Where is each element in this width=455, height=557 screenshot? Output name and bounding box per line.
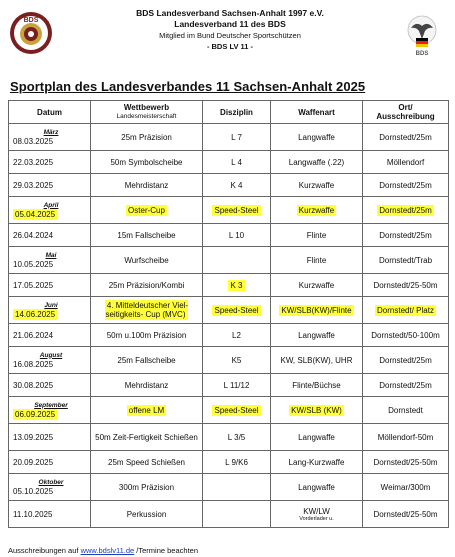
cell-weapon: [271, 197, 363, 224]
place-value: Dornstedt/25m: [379, 205, 432, 215]
cell-date: [9, 451, 91, 474]
event-value: Wurfscheibe: [124, 255, 169, 265]
cell-event: [91, 174, 203, 197]
cell-date: [9, 324, 91, 347]
event-value: Mehrdistanz: [124, 180, 169, 190]
cell-date: [9, 124, 91, 151]
table-row: [9, 397, 449, 424]
date-value: 30.08.2025: [13, 380, 54, 390]
cell-place: [363, 197, 449, 224]
cell-place: [363, 324, 449, 347]
cell-weapon: [271, 501, 363, 528]
cell-date: [9, 224, 91, 247]
date-value: 20.09.2025: [13, 457, 54, 467]
place-value: Dornstedt/25m: [379, 355, 432, 365]
table-row: [9, 124, 449, 151]
place-value: Dornstedt/50-100m: [371, 330, 440, 340]
place-value: Dornstedt/25m: [379, 132, 432, 142]
table-row: [9, 474, 449, 501]
document-header: [0, 0, 455, 70]
weapon-value: Langwaffe: [298, 330, 335, 340]
discipline-value: L 7: [231, 132, 242, 142]
weapon-value: Langwaffe: [298, 482, 335, 492]
cell-discipline: [203, 247, 271, 274]
header-text: [70, 8, 390, 52]
cell-event: [91, 424, 203, 451]
cell-event: [91, 347, 203, 374]
table-row: [9, 324, 449, 347]
event-value: Mehrdistanz: [124, 380, 169, 390]
place-value: Dornstedt/25-50m: [373, 457, 438, 467]
cell-event: [91, 451, 203, 474]
table-row: [9, 374, 449, 397]
cell-weapon: [271, 347, 363, 374]
cell-event: [91, 274, 203, 297]
discipline-value: K 3: [230, 280, 243, 290]
cell-weapon: [271, 397, 363, 424]
bds-badge-icon: [8, 10, 54, 56]
table-row: [9, 274, 449, 297]
cell-date: [9, 274, 91, 297]
date-value: 17.05.2025: [13, 280, 54, 290]
cell-weapon: [271, 151, 363, 174]
cell-weapon: [271, 474, 363, 501]
weapon-value: KW, SLB(KW), UHR: [280, 355, 353, 365]
cell-discipline: [203, 474, 271, 501]
footer-prefix: Ausschreibungen auf: [8, 546, 81, 555]
cell-weapon: [271, 297, 363, 324]
cell-discipline: [203, 501, 271, 528]
date-value: 21.06.2024: [13, 330, 54, 340]
weapon-value: Flinte: [306, 230, 327, 240]
month-label: Mai: [45, 251, 57, 259]
cell-date: [9, 297, 91, 324]
event-value: 25m Präzision: [121, 132, 172, 142]
footer-note: [8, 546, 198, 555]
cell-discipline: [203, 197, 271, 224]
weapon-value: Langwaffe: [298, 132, 335, 142]
date-value: 22.03.2025: [13, 157, 54, 167]
header-wettbewerb: Wettbewerb Landesmeisterschaft: [91, 101, 203, 124]
cell-discipline: [203, 451, 271, 474]
cell-weapon: [271, 374, 363, 397]
weapon-value: KW/SLB (KW): [291, 405, 342, 415]
weapon-value: Langwaffe: [298, 432, 335, 442]
weapon-value: Kurzwaffe: [298, 205, 335, 215]
weapon-value: Kurzwaffe: [298, 180, 335, 190]
place-value: Möllendorf-50m: [377, 432, 434, 442]
cell-place: [363, 451, 449, 474]
event-value: 25m Speed Schießen: [108, 457, 185, 467]
cell-event: [91, 151, 203, 174]
cell-date: [9, 374, 91, 397]
discipline-value: L 9/K6: [225, 457, 248, 467]
month-label: August: [39, 351, 63, 359]
date-value: 08.03.2025: [13, 136, 54, 146]
cell-discipline: [203, 274, 271, 297]
weapon-value: KW/SLB(KW)/Flinte: [281, 305, 352, 315]
logo-left-text: BDS: [23, 17, 39, 24]
table-row: [9, 501, 449, 528]
website-link[interactable]: www.bdslv11.de: [80, 546, 135, 555]
month-label: Juni: [44, 301, 58, 309]
cell-event: [91, 474, 203, 501]
cell-place: [363, 374, 449, 397]
date-value: 05.04.2025: [15, 209, 56, 219]
date-value: 11.10.2025: [13, 509, 53, 519]
cell-discipline: [203, 224, 271, 247]
cell-place: [363, 397, 449, 424]
date-value: 10.05.2025: [13, 259, 54, 269]
cell-date: [9, 397, 91, 424]
cell-discipline: [203, 124, 271, 151]
cell-event: [91, 501, 203, 528]
discipline-value: Speed-Steel: [214, 405, 259, 415]
cell-discipline: [203, 424, 271, 451]
date-value: 16.08.2025: [13, 359, 54, 369]
logo-right-text: BDS: [415, 51, 429, 57]
cell-event: [91, 374, 203, 397]
cell-place: [363, 247, 449, 274]
cell-date: [9, 174, 91, 197]
cell-discipline: [203, 347, 271, 374]
header-line-4: - BDS LV 11 -: [206, 42, 254, 51]
header-disziplin: Disziplin: [203, 101, 271, 124]
cell-date: [9, 424, 91, 451]
cell-event: [91, 224, 203, 247]
schedule-table: [8, 100, 449, 528]
discipline-value: K 4: [230, 180, 243, 190]
table-row: [9, 174, 449, 197]
date-value: 26.04.2024: [13, 230, 54, 240]
weapon-value: KW/LW: [303, 506, 330, 516]
cell-place: [363, 151, 449, 174]
discipline-value: Speed-Steel: [214, 305, 259, 315]
date-value: 29.03.2025: [13, 180, 54, 190]
cell-date: [9, 474, 91, 501]
date-value: 14.06.2025: [15, 309, 56, 319]
discipline-value: L 10: [228, 230, 245, 240]
cell-weapon: [271, 124, 363, 151]
cell-place: [363, 274, 449, 297]
event-value: 4. Mitteldeutscher Viel-seitigkeits- Cup (MVC): [105, 301, 189, 319]
table-row: [9, 347, 449, 374]
place-value: Dornstedt/25-50m: [373, 509, 438, 519]
month-label: Oktober: [38, 478, 64, 486]
event-value: 50m Zeit-Fertigkeit Schießen: [95, 432, 198, 442]
page-title: Sportplan des Landesverbandes 11 Sachsen-Anhalt 2025: [10, 79, 366, 94]
event-value: 300m Präzision: [118, 482, 175, 492]
discipline-value: K5: [231, 355, 242, 365]
table-row: [9, 224, 449, 247]
cell-discipline: [203, 324, 271, 347]
place-value: Möllendorf: [386, 157, 425, 167]
cell-discipline: [203, 374, 271, 397]
month-label: März: [43, 128, 59, 136]
place-value: Dornstedt/25-50m: [373, 280, 438, 290]
table-row: [9, 297, 449, 324]
discipline-value: L2: [232, 330, 241, 340]
date-value: 05.10.2025: [13, 486, 54, 496]
cell-weapon: [271, 424, 363, 451]
weapon-value: Kurzwaffe: [298, 280, 335, 290]
event-value: offene LM: [128, 405, 165, 415]
place-value: Dornstedt/Trab: [378, 255, 433, 265]
eagle-crest-icon: [402, 12, 442, 58]
date-value: 13.09.2025: [13, 432, 54, 442]
table-row: [9, 247, 449, 274]
table-row: [9, 197, 449, 224]
month-label: April: [43, 201, 59, 209]
place-value: Dornstedt: [388, 405, 423, 415]
header-waffenart: Waffenart: [271, 101, 363, 124]
event-value: 15m Fallscheibe: [117, 230, 176, 240]
event-value: Perkussion: [126, 509, 167, 519]
cell-place: [363, 224, 449, 247]
cell-discipline: [203, 297, 271, 324]
cell-event: [91, 397, 203, 424]
cell-date: [9, 247, 91, 274]
header-datum: Datum: [9, 101, 91, 124]
weapon-value: Langwaffe (.22): [288, 157, 345, 167]
table-row: [9, 151, 449, 174]
cell-weapon: [271, 247, 363, 274]
weapon-sub-value: Vorderlader u.: [299, 515, 334, 522]
cell-date: [9, 197, 91, 224]
cell-weapon: [271, 324, 363, 347]
cell-place: [363, 347, 449, 374]
cell-discipline: [203, 397, 271, 424]
cell-date: [9, 347, 91, 374]
header-line-2: Landesverband 11 des BDS: [174, 19, 286, 29]
cell-place: [363, 474, 449, 501]
date-value: 06.09.2025: [15, 409, 56, 419]
event-value: 25m Fallscheibe: [117, 355, 176, 365]
table-header-row: [9, 101, 449, 124]
cell-event: [91, 197, 203, 224]
event-value: 50m Symbolscheibe: [110, 157, 183, 167]
cell-weapon: [271, 174, 363, 197]
place-value: Dornstedt/25m: [379, 230, 432, 240]
cell-discipline: [203, 174, 271, 197]
cell-weapon: [271, 274, 363, 297]
place-value: Dornstedt/25m: [379, 180, 432, 190]
header-line-1: BDS Landesverband Sachsen-Anhalt 1997 e.V.: [136, 8, 324, 18]
cell-date: [9, 151, 91, 174]
header-ort: Ort/ Ausschreibung: [363, 101, 449, 124]
event-value: 25m Präzision/Kombi: [108, 280, 185, 290]
discipline-value: Speed-Steel: [214, 205, 259, 215]
cell-place: [363, 174, 449, 197]
event-value: 50m u.100m Präzision: [106, 330, 187, 340]
discipline-value: L 4: [231, 157, 242, 167]
header-line-3: Mitglied im Bund Deutscher Sportschützen: [159, 31, 301, 40]
place-value: Dornstedt/25m: [379, 380, 432, 390]
cell-place: [363, 124, 449, 151]
month-label: September: [34, 401, 68, 409]
weapon-value: Flinte/Büchse: [292, 380, 341, 390]
discipline-value: L 11/12: [223, 380, 250, 390]
table-row: [9, 424, 449, 451]
place-value: Weimar/300m: [380, 482, 431, 492]
cell-event: [91, 324, 203, 347]
footer-suffix: /Termine beachten: [134, 546, 198, 555]
table-row: [9, 451, 449, 474]
cell-weapon: [271, 451, 363, 474]
event-value: Oster-Cup: [128, 205, 165, 215]
place-value: Dornstedt/ Platz: [377, 305, 434, 315]
cell-event: [91, 297, 203, 324]
cell-event: [91, 124, 203, 151]
weapon-value: Lang-Kurzwaffe: [288, 457, 345, 467]
cell-place: [363, 297, 449, 324]
weapon-value: Flinte: [306, 255, 327, 265]
cell-discipline: [203, 151, 271, 174]
cell-event: [91, 247, 203, 274]
cell-place: [363, 501, 449, 528]
cell-weapon: [271, 224, 363, 247]
cell-date: [9, 501, 91, 528]
cell-place: [363, 424, 449, 451]
schedule-rows: [9, 124, 449, 528]
discipline-value: L 3/5: [227, 432, 246, 442]
